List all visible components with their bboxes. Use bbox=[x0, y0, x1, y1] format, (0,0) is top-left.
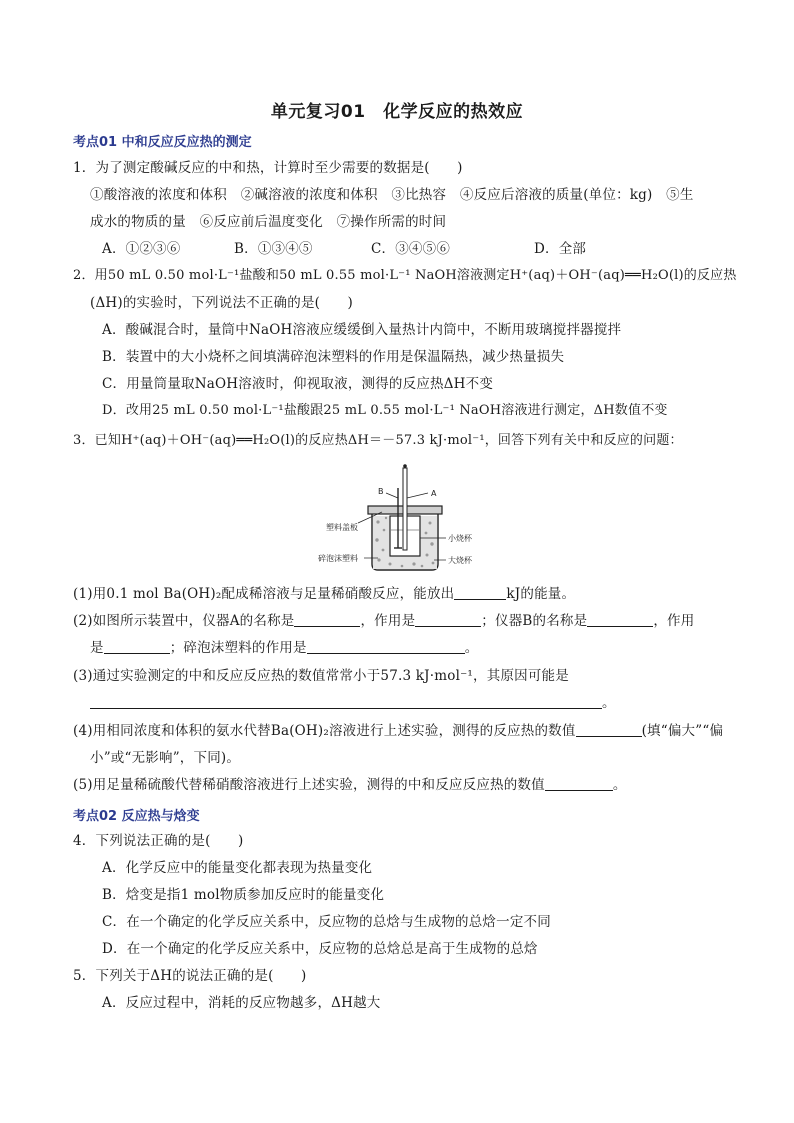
part-4-text-b: (填“偏大”“偏 bbox=[641, 723, 724, 739]
question-3-part-3-answer-line bbox=[90, 694, 616, 712]
question-2-option-d: D．改用25 mL 0.50 mol·L⁻¹盐酸跟25 mL 0.55 mol·L⁻¹ NaOH溶液进行测定，ΔH数值不变 bbox=[102, 403, 668, 418]
question-4-option-a: A．化学反应中的能量变化都表现为热量变化 bbox=[102, 860, 373, 876]
question-3-part-4-line1 bbox=[73, 722, 723, 740]
question-5-stem: 5．下列关于ΔH的说法正确的是( ) bbox=[73, 968, 307, 984]
part-4-text-a: (4)用相同浓度和体积的氨水代替Ba(OH)₂溶液进行上述实验，测得的反应热的数值 bbox=[73, 723, 576, 739]
part-2-blank-b-name[interactable] bbox=[587, 612, 653, 627]
question-3-part-2-line1 bbox=[73, 612, 694, 630]
part-2-text-f: ；碎泡沫塑料的作用是 bbox=[169, 640, 307, 656]
part-5-blank[interactable] bbox=[545, 776, 613, 791]
question-3-part-5 bbox=[73, 776, 627, 794]
calorimeter-diagram bbox=[310, 460, 500, 580]
question-4-option-b: B．焓变是指1 mol物质参加反应时的能量变化 bbox=[102, 887, 385, 903]
label-plastic-lid: 塑料盖板 bbox=[326, 523, 358, 532]
page-title: 单元复习01 化学反应的热效应 bbox=[270, 102, 524, 122]
label-foam: 碎泡沫塑料 bbox=[318, 554, 358, 563]
question-1-option-b: B．①③④⑤ bbox=[234, 241, 313, 257]
question-4-option-c: C．在一个确定的化学反应关系中，反应物的总焓与生成物的总焓一定不同 bbox=[102, 914, 551, 930]
question-2-stem-line1: 2．用50 mL 0.50 mol·L⁻¹盐酸和50 mL 0.55 mol·L⁻¹ NaOH溶液测定H⁺(aq)＋OH⁻(aq)══H₂O(l)的反应热 bbox=[73, 268, 737, 283]
question-2-option-b: B．装置中的大小烧杯之间填满碎泡沫塑料的作用是保温隔热，减少热量损失 bbox=[102, 349, 565, 365]
question-3-stem: 3．已知H⁺(aq)＋OH⁻(aq)══H₂O(l)的反应热ΔH＝－57.3 kJ·mol⁻¹，回答下列有关中和反应的问题： bbox=[73, 433, 683, 448]
part-2-blank-b-use[interactable] bbox=[104, 639, 170, 654]
question-3-part-3: (3)通过实验测定的中和反应反应热的数值常常小于57.3 kJ·mol⁻¹，其原因可能是 bbox=[73, 668, 569, 684]
question-1-option-d: D．全部 bbox=[534, 241, 587, 257]
part-2-text-c: ；仪器B的名称是 bbox=[481, 613, 588, 629]
part-2-blank-foam-use[interactable] bbox=[307, 639, 465, 654]
question-2-option-a: A．酸碱混合时，量筒中NaOH溶液应缓缓倒入量热计内筒中，不断用玻璃搅拌器搅拌 bbox=[102, 322, 622, 338]
question-1-data-line1: ①酸溶液的浓度和体积 ②碱溶液的浓度和体积 ③比热容 ④反应后溶液的质量(单位：kg) ⑤生 bbox=[90, 187, 694, 203]
label-a: A bbox=[431, 489, 437, 498]
part-4-blank[interactable] bbox=[576, 722, 642, 737]
section-heading-2: 考点02 反应热与焓变 bbox=[73, 809, 200, 824]
question-4-option-d: D．在一个确定的化学反应关系中，反应物的总焓总是高于生成物的总焓 bbox=[102, 941, 538, 957]
part-1-text: (1)用0.1 mol Ba(OH)₂配成稀溶液与足量稀硝酸反应，能放出 bbox=[73, 586, 455, 602]
part-5-text-b: 。 bbox=[612, 777, 627, 793]
question-3-part-1 bbox=[73, 585, 575, 603]
question-5-option-a: A．反应过程中，消耗的反应物越多，ΔH越大 bbox=[102, 995, 381, 1011]
question-1-option-a: A．①②③⑥ bbox=[102, 241, 181, 257]
label-b: B bbox=[378, 487, 384, 496]
part-1-text-end: kJ的能量。 bbox=[506, 586, 576, 602]
question-4-stem: 4．下列说法正确的是( ) bbox=[73, 833, 244, 849]
section-heading-1: 考点01 中和反应反应热的测定 bbox=[73, 135, 252, 150]
part-5-text-a: (5)用足量稀硫酸代替稀硝酸溶液进行上述实验，测得的中和反应反应热的数值 bbox=[73, 777, 545, 793]
question-2-stem-line2: (ΔH)的实验时，下列说法不正确的是( ) bbox=[90, 295, 353, 311]
part-2-text-d: ，作用 bbox=[653, 613, 695, 629]
part-1-blank[interactable] bbox=[454, 585, 506, 600]
part-3-text-end: 。 bbox=[602, 695, 616, 711]
part-2-text-g: 。 bbox=[464, 640, 479, 656]
question-1-option-c: C．③④⑤⑥ bbox=[371, 241, 451, 257]
part-2-text-a: (2)如图所示装置中，仪器A的名称是 bbox=[73, 613, 295, 629]
question-3-part-2-line2 bbox=[90, 639, 478, 657]
question-1-stem: 1．为了测定酸碱反应的中和热，计算时至少需要的数据是( ) bbox=[73, 160, 463, 176]
question-1-data-line2: 成水的物质的量 ⑥反应前后温度变化 ⑦操作所需的时间 bbox=[90, 214, 447, 230]
part-2-blank-a-name[interactable] bbox=[294, 612, 360, 627]
part-2-text-e: 是 bbox=[90, 640, 104, 656]
thermometer bbox=[403, 468, 407, 550]
part-3-blank[interactable] bbox=[90, 694, 602, 709]
part-2-blank-a-use[interactable] bbox=[415, 612, 481, 627]
question-3-part-4-line2: 小”或“无影响”，下同)。 bbox=[90, 750, 241, 766]
part-2-text-b: ，作用是 bbox=[360, 613, 416, 629]
label-small-beaker: 小烧杯 bbox=[448, 534, 472, 543]
question-2-option-c: C．用量筒量取NaOH溶液时，仰视取液，测得的反应热ΔH不变 bbox=[102, 376, 494, 392]
label-large-beaker: 大烧杯 bbox=[448, 556, 472, 565]
